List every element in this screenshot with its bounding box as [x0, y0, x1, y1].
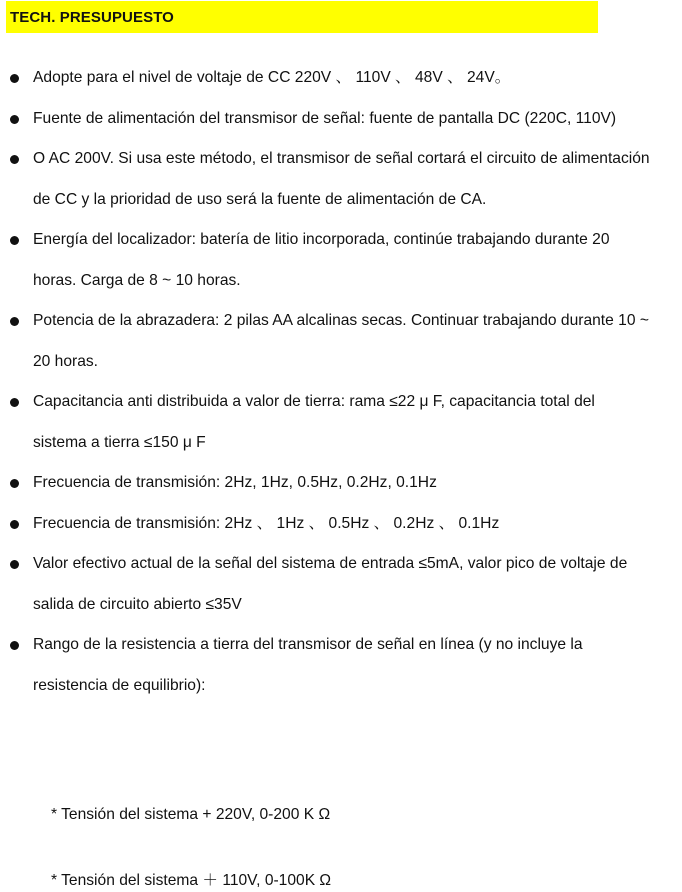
spec-item-ac-power: O AC 200V. Si usa este método, el transmisor de señal cortará el circuito de alimentación de CC y la prioridad de uso será la fuente de alimentación de CA.	[0, 139, 682, 220]
spec-item-frequency-b: Frecuencia de transmisión: 2Hz 、 1Hz 、 0.5Hz 、 0.2Hz 、 0.1Hz	[0, 504, 682, 545]
spec-item-capacitance: Capacitancia anti distribuida a valor de tierra: rama ≤22 μ F, capacitancia total del sistema a tierra ≤150 μ F	[0, 382, 682, 463]
spec-item-voltage-levels: Adopte para el nivel de voltaje de CC 220V 、 110V 、 48V 、 24V。	[0, 58, 682, 99]
section-title: TECH. PRESUPUESTO	[10, 9, 174, 26]
resistance-sub-item-220v: * Tensión del sistema + 220V, 0-200 K Ω	[51, 806, 331, 823]
spec-item-clamp-power: Potencia de la abrazadera: 2 pilas AA alcalinas secas. Continuar trabajando durante 10 ~ 20 horas.	[0, 301, 682, 382]
spec-item-signal-current: Valor efectivo actual de la señal del sistema de entrada ≤5mA, valor pico de voltaje de salida de circuito abierto ≤35V	[0, 544, 682, 625]
spec-item-frequency-a: Frecuencia de transmisión: 2Hz, 1Hz, 0.5Hz, 0.2Hz, 0.1Hz	[0, 463, 682, 504]
spec-item-locator-energy: Energía del localizador: batería de litio incorporada, continúe trabajando durante 20 horas. Carga de 8 ~ 10 horas.	[0, 220, 682, 301]
resistance-sub-item-110v: * Tensión del sistema ＋ 110V, 0-100K Ω	[51, 872, 332, 889]
spec-item-transmitter-power: Fuente de alimentación del transmisor de señal: fuente de pantalla DC (220C, 110V)	[0, 99, 682, 140]
section-header-highlight	[6, 1, 598, 33]
spec-bullet-list	[0, 58, 682, 706]
spec-item-resistance-range: Rango de la resistencia a tierra del transmisor de señal en línea (y no incluye la resistencia de equilibrio):	[0, 625, 682, 706]
